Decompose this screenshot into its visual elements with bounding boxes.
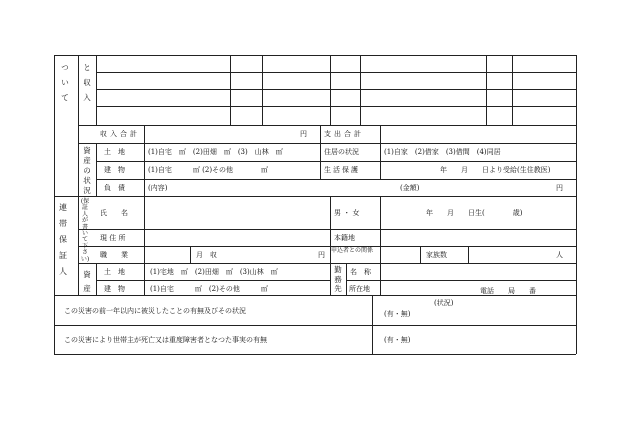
workplace-location-label: 所在地	[349, 285, 370, 293]
debt-content: (内容)	[148, 184, 168, 192]
guarantor-land-options: (1)宅地 ㎡ (2)田畑 ㎡ (3)山林 ㎡	[150, 268, 278, 276]
guarantor-job-label: 職 業	[100, 251, 128, 259]
disaster-question-2: この災害により世帯主が死亡又は重度障害者となつた事実の有無	[64, 336, 267, 344]
welfare-value: 年 月 日より受給(生住教医)	[440, 166, 551, 174]
building-label: 建 物	[104, 166, 125, 174]
welfare-label: 生活保護	[324, 166, 360, 174]
family-unit: 人	[556, 251, 563, 259]
income-outer-label: ついて	[61, 63, 69, 102]
housing-options: (1)自家 (2)借家 (3)借間 (4)同居	[384, 148, 501, 156]
guarantor-outer-label: 連帯保証人	[59, 203, 67, 276]
guarantor-inner-label: (保証人が書いて下さい)	[80, 198, 90, 263]
workplace-phone: 電話 局 番	[480, 287, 536, 295]
guarantor-name-label: 氏 名	[100, 209, 128, 217]
monthly-income-unit: 円	[318, 251, 325, 259]
disaster-answer-2-choice: (有・無)	[384, 336, 411, 344]
expense-total-label: 支出合計	[324, 130, 364, 138]
workplace-name-label: 名 称	[350, 268, 371, 276]
land-options: (1)自宅 ㎡ (2)田畑 ㎡ (3) 山林 ㎡	[148, 148, 283, 156]
workplace-label: 勤務先	[334, 265, 342, 293]
guarantor-building-label: 建 物	[104, 285, 125, 293]
guarantor-asset-label: 資産	[83, 270, 91, 293]
monthly-income-label: 月 収	[196, 251, 217, 259]
income-total-unit: 円	[300, 130, 307, 138]
relation-label: 申込者との関係	[331, 247, 374, 254]
land-label: 土 地	[104, 148, 125, 156]
debt-label: 負 債	[104, 184, 125, 192]
income-total-label: 収入合計	[100, 130, 140, 138]
guarantor-building-options: (1)自宅 ㎡ (2)その他 ㎡	[150, 285, 268, 293]
guarantor-sex-label: 男 ・ 女	[334, 209, 360, 217]
guarantor-land-label: 土 地	[104, 268, 125, 276]
debt-amount: (金額)	[400, 184, 420, 192]
building-options: (1)自宅 ㎡ (2)その他 ㎡	[148, 166, 269, 174]
guarantor-address-label: 現 住 所	[100, 234, 126, 242]
guarantor-dob: 年 月 日生( 歳)	[426, 209, 523, 217]
housing-label: 住居の状況	[324, 148, 359, 156]
disaster-answer-1-status: (状況)	[434, 299, 454, 307]
disaster-question-1: この災害の前一年以内に被災したことの有無及びその状況	[64, 307, 246, 315]
debt-unit: 円	[556, 184, 563, 192]
income-inner-label: と収入	[83, 63, 91, 102]
assets-group-label: 資産の状況	[83, 146, 91, 195]
disaster-answer-1-choice: (有・無)	[384, 310, 411, 318]
guarantor-domicile-label: 本籍地	[334, 234, 355, 242]
family-label: 家族数	[426, 251, 447, 259]
